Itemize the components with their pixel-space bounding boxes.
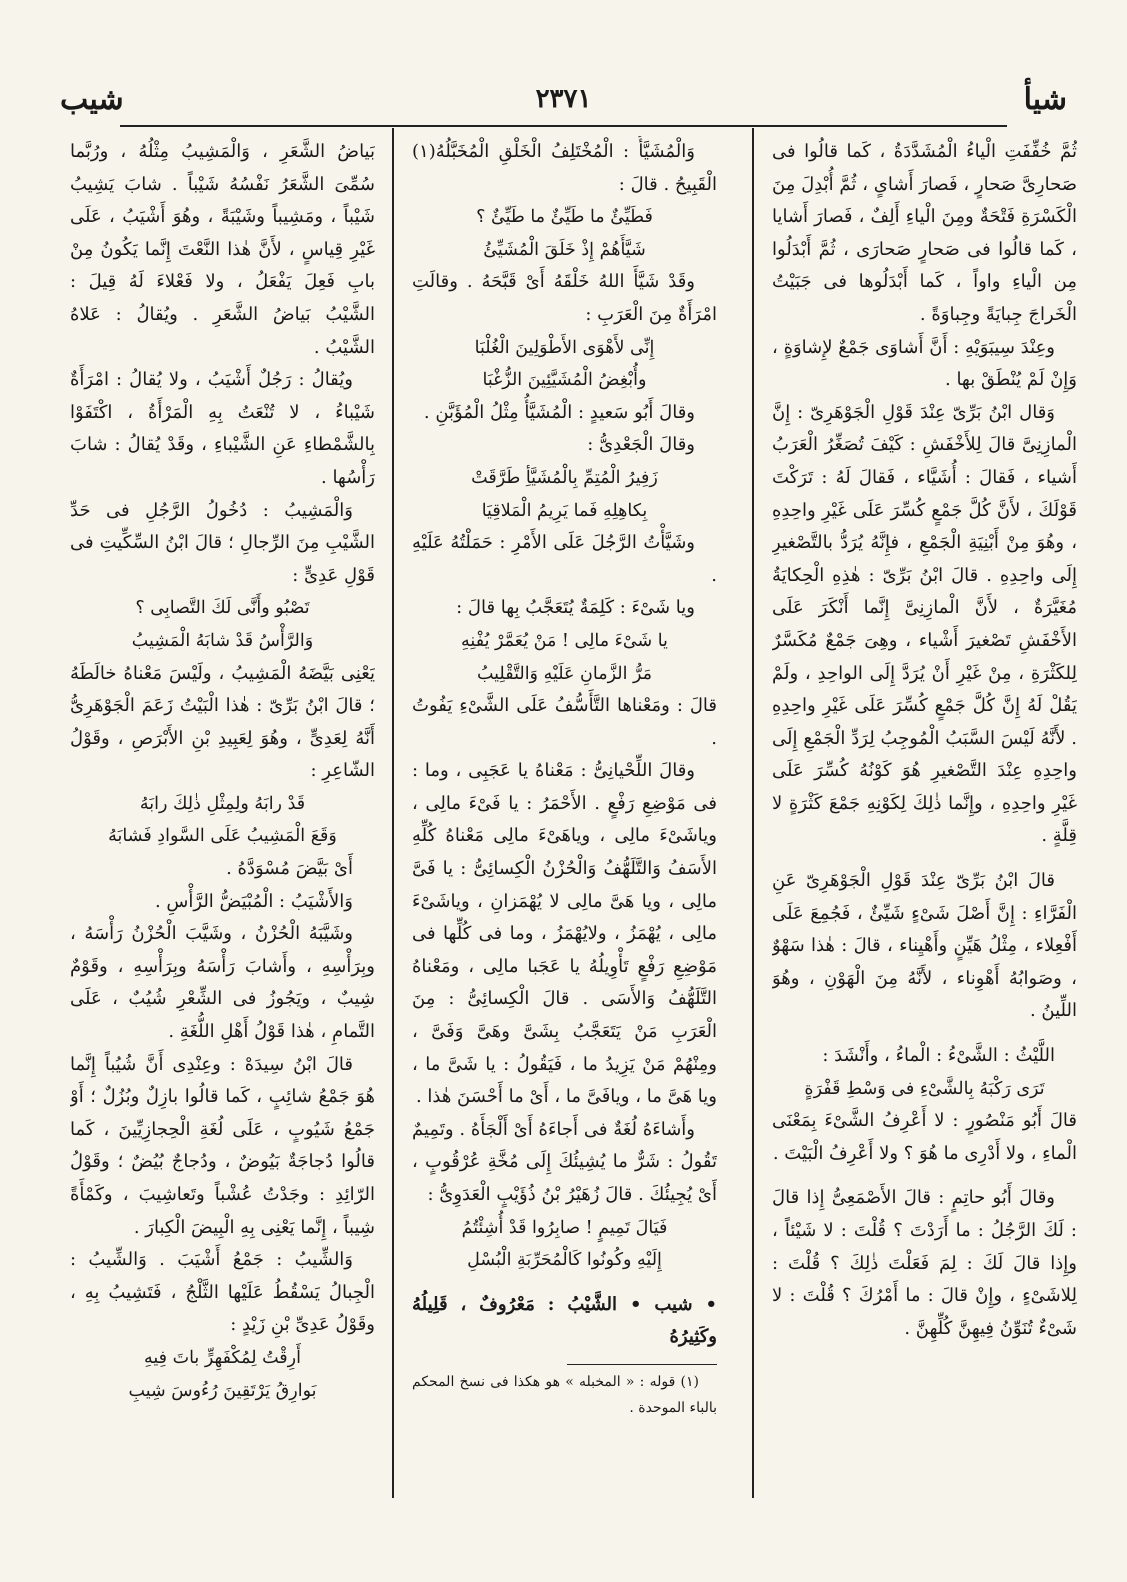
column-right xyxy=(772,136,1077,1496)
poetry-verse: يا شَىْءَ مالِى ! مَنْ يُعَمَّرْ يُفْنِهِ xyxy=(461,630,668,651)
poetry-verse: بَوارِقُ يَرْتَقِينَ رُءُوسَ شِيبِ xyxy=(128,1380,317,1401)
page-header xyxy=(60,82,1067,122)
paragraph-gap xyxy=(412,1277,717,1289)
text-paragraph: يَعْنِى بَيَّضَهُ الْمَشِيبُ ، ولَيْسَ مَعْناهُ خالَطَهُ ؛ قالَ ابْنُ بَرِّىّ : هٰذا الْبَيْتُ زَعَمَ الْجَوْهَرِىُّ أَنَّهُ لِعَدِىٍّ ، وهُوَ لِعَبِيدِ بْنِ الأَبْرَصِ ، وقَوْلُ الشّاعِرِ : xyxy=(70,662,375,782)
text-paragraph: ويُقالُ : رَجُلٌ أَشْيَبُ ، ولا يُقالُ : امْرَأَةٌ شَيْباءُ ، لا تُنْعَتُ بِهِ الْمَرْأَةُ ، اكْتَفَوْا بِالشَّمْطاءِ عَنِ الشَّيْباءِ ، وقَدْ يُقالُ : شابَ رَأْسُها . xyxy=(70,369,375,488)
text-paragraph: وَالْمَشِيبُ : دُخُولُ الرَّجُلِ فى حَدِّ الشَّيْبِ مِنَ الرِّجالِ ؛ قالَ ابْنُ السِّكِّيتِ فى قَوْلِ عَدِىٍّ : xyxy=(70,499,375,586)
text-paragraph: وشَيَّأْتُ الرَّجُلَ عَلَى الأَمْرِ : حَمَلْتُهُ عَلَيْهِ . xyxy=(412,532,717,586)
page-number: ٢٣٧١ xyxy=(535,84,592,114)
poetry-verse: وَقَعَ الْمَشِيبُ عَلَى السَّوادِ فَشابَهُ xyxy=(108,826,337,847)
text-paragraph: اللَّيْثُ : الشَّىْءُ : الْماءُ ، وأَنْشَدَ : xyxy=(822,1045,1055,1067)
column-divider-right xyxy=(752,128,754,1498)
text-paragraph: بَياضُ الشَّعَرِ ، وَالْمَشِيبُ مِثْلُهُ ، ورُبَّما سُمِّىَ الشَّعَرُ نَفْسُهُ شَيْباً . شابَ يَشِيبُ شَيْباً ، ومَشِيباً وشَيْبَةً ، وهُوَ أَشْيَبُ ، عَلَى غَيْرِ قِياسٍ ، لأَنَّ هٰذا النَّعْتَ إِنَّما يَكُونُ مِنْ بابِ فَعِلَ يَفْعَلُ ، ولا فَعْلاءَ لَهُ قِيلَ : الشَّيْبُ بَياضُ الشَّعَرِ . ويُقالُ : عَلاهُ الشَّيْبُ . xyxy=(70,141,375,358)
poetry-verse: زَفِيرُ الْمُتِمِّ بِالْمُشَيَّأِ طَرَّقَتْ xyxy=(471,467,658,488)
poetry-verse: فَطَيِّئٌ ما طَيِّئٌ ما طَيِّئٌ ؟ xyxy=(476,207,653,228)
poetry-verse: تَصْبُو وأَنَّى لَكَ التَّصابِى ؟ xyxy=(135,598,310,619)
poetry-verse: تَرَى رَكْبَهُ بِالشَّىْءِ فى وَسْطِ قَفْرَةٍ xyxy=(804,1078,1045,1099)
poetry-verse: إِنِّى لأَهْوَى الأَطْوَلِينَ الْغُلْبَا xyxy=(474,337,655,358)
text-paragraph: وَالأَشْيَبُ : الْمُبْيَضُّ الرَّأْسِ . xyxy=(154,890,353,912)
text-paragraph: قالَ : ومَعْناها التَّأَسُّفُ عَلَى الشَّىْءِ يَفُوتُ . xyxy=(412,695,717,749)
text-paragraph: أَىْ بَيَّضَ مُسْوَدَّهُ . xyxy=(226,858,353,880)
paragraph-gap xyxy=(772,853,1077,865)
text-paragraph: وَالشِّيبُ : جَمْعُ أَشْيَبَ . وَالشِّيبُ : الْجِبالُ يَسْقُطُ عَلَيْها الثَّلْجُ ، فَتَشِيبُ بِهِ ، وقَوْلُ عَدِىِّ بْنِ زَيْدٍ : xyxy=(70,1249,375,1336)
text-paragraph: وأَشاءَهُ لُغَةٌ فى أَجاءَهُ أَىْ أَلْجَأَهُ . وتَمِيمٌ تَقُولُ : شَرٌّ ما يُشِيئُكَ إِلَى مُخَّةِ عُرْقُوبٍ ، أَىْ يُجِيئُكَ . قالَ زُهَيْرُ بْنُ ذُؤَيْبٍ الْعَدَوِىُّ : xyxy=(412,1118,717,1205)
text-paragraph: وقَدْ شَيَّأَ اللهُ خَلْقَهُ أَىْ قَبَّحَهُ . وقالَتِ امْرَأَةٌ مِنَ الْعَرَبِ : xyxy=(412,271,717,325)
poetry-verse: بِكاهِلِهِ فَما يَرِيمُ الْمَلاقِيَا xyxy=(481,500,648,521)
header-entry-start: شيأ xyxy=(1023,82,1067,117)
text-paragraph: قالَ ابْنُ سِيدَهْ : وعِنْدِى أَنَّ شُيُباً إِنَّما هُوَ جَمْعُ شائِبٍ ، كَما قالُوا بازِلٌ وبُزُلٌ ؛ أَوْ جَمْعُ شَيُوبٍ ، عَلَى لُغَةِ الْحِجازِيِّينَ ، كَما قالُوا دُجاجَةٌ بَيُوضٌ ، ودُجاجٌ بُيُضٌ ؛ وقَوْلُ الرّائِدِ : وجَدْتُ عُشْباً وتَعاشِيبَ ، وكَمْأَةً شِيباً ، إِنَّما يَعْنِى بِهِ الْبِيضَ الْكِبارَ . xyxy=(70,1053,375,1238)
column-divider-left xyxy=(392,128,394,1498)
text-paragraph: ثُمَّ خُفِّفَتِ الْياءُ الْمُشَدَّدَةُ ، كَما قالُوا فى صَحارِىَّ صَحارٍ ، فَصارَ أَشاىٍ ، ثُمَّ أُبْدِلَ مِنَ الْكَسْرَةِ فَتْحَةٌ ومِنَ الْياءِ أَلِفٌ ، فَصارَ أَشايا ، كَما قالُوا فى صَحارٍ صَحارَى ، ثُمَّ أَبْدَلُوا مِن الْياءِ واواً ، كَما أَبْدَلُوها فى جَبَيْتُ الْخَراجَ جِبايَةً وجِباوَةً . xyxy=(772,141,1077,325)
poetry-verse: قَدْ رابَهُ ولِمِثْلِ ذٰلِكَ رابَهُ xyxy=(139,793,306,814)
paragraph-gap xyxy=(772,1170,1077,1182)
text-paragraph: ويا شَىْءَ : كَلِمَةٌ يُتَعَجَّبُ بِها قالَ : xyxy=(456,597,695,619)
text-paragraph: وَقال ابْنُ بَرِّىّ عِنْدَ قَوْلِ الْجَوْهَرِىّ : إِنَّ الْمازِنِىَّ قالَ لِلأَخْفَشِ : كَيْفَ تُصَغِّرُ الْعَرَبُ أَشياء ، فَقالَ : أُشَيَّاء ، فَقالَ لَهُ : تَرَكْتَ قَوْلَكَ ، لأَنَّ كُلَّ جَمْعٍ كُسِّرَ عَلَى غَيْرِ واحِدِهِ ، وهُوَ مِنْ أَبْنِيَةِ الْجَمْعِ ، فإِنَّهُ يُرَدُّ بالتَّصْغيرِ إِلَى واحِدِهِ . قالَ ابْنُ بَرِّىّ : هٰذِهِ الْحِكايَةُ مُغَيَّرَةٌ ، لأَنَّ الْمازِنِىَّ إِنَّما أَنْكَرَ عَلَى الأَخْفَشِ تَصْغيرَ أَشْياء ، وهِىَ جَمْعٌ مُكَسَّرٌ لِلكَثْرَةِ ، مِنْ غَيْرِ أَنْ يُرَدَّ إِلَى الواحِدِ ، ولَمْ يَقُلْ لَهُ إِنَّ كُلَّ جَمْعٍ كُسِّرَ عَلَى غَيْرِ واحِدِهِ . لأَنَّهُ لَيْسَ السَّبَبُ الْمُوجِبُ لِرَدِّ الْجَمْعِ إِلَى واحِدِهِ عِنْدَ التَّصْغيرِ هُوَ كَوْنُهُ كُسِّرَ عَلَى غَيْرِ واحِدِهِ ، وإِنَّما ذٰلِكَ لِكَوْنِهِ جَمْعَ كَثْرَةٍ لا قِلَّةٍ . xyxy=(772,401,1077,847)
poetry-verse: وأُبْغِضُ الْمُشَيَّئِينَ الزُّغْبَا xyxy=(482,370,647,391)
column-middle xyxy=(412,136,717,1496)
header-rule xyxy=(120,125,1007,127)
paragraph-gap xyxy=(772,1028,1077,1040)
poetry-verse: وَالرَّأْسُ قَدْ شابَهُ الْمَشِيبُ xyxy=(131,630,314,651)
text-paragraph: وقالَ الْجَعْدِىُّ : xyxy=(587,434,695,456)
poetry-verse: فَيَالَ تَمِيمٍ ! صابِرُوا قَدْ أُشِئْتُمُ xyxy=(461,1217,668,1238)
text-paragraph: وقالَ أَبُو حاتِمٍ : قالَ الأَصْمَعِىُّ إِذا قالَ : لَكَ الرَّجُلُ : ما أَرَدْتَ ؟ قُلْتَ : لا شَيْئاً ، وإِذا قالَ لَكَ : لِمَ فَعَلْتَ ذٰلِكَ ؟ قُلْتَ : لِلاشَىْءٍ ، وإِنْ قالَ : ما أَمْرُكَ ؟ قُلْتَ : لا شَىْءٌ تُنَوِّنُ فِيهِنَّ كُلِّهِنَّ . xyxy=(772,1187,1077,1339)
poetry-verse: شَيَّأَهُمْ إِذْ خَلَقَ الْمُشَيِّئُ xyxy=(483,239,646,260)
text-paragraph: وَالْمُشَيَّأُ : الْمُخْتَلِفُ الْخَلْقِ الْمُخَبَّلُهُ(١) الْقَبِيحُ . قالَ : xyxy=(412,141,717,195)
text-paragraph: قالَ أَبُو مَنْصُورٍ : لا أَعْرِفُ الشَّىْءَ بِمَعْنَى الْماءِ ، ولا أَدْرِى ما هُوَ ؟ ولا أَعْرِفُ الْبَيْتَ . xyxy=(772,1110,1077,1164)
poetry-verse: مَرُّ الزَّمانِ عَلَيْهِ وَالتَّقْلِيبُ xyxy=(476,663,653,684)
text-paragraph: وشَيَّبَهُ الْحُزْنُ ، وشَيَّبَ الْحُزْنُ رَأْسَهُ ، وبِرَأْسِهِ ، وأَشابَ رَأْسَهُ وبِرَأْسِهِ ، وقَوْمٌ شِيبٌ ، ويَجُوزُ فى الشِّعْرِ شُيُبٌ ، عَلَى التَّمامِ ، هٰذا قَوْلُ أَهْلِ اللُّغَةِ . xyxy=(70,923,375,1043)
column-left xyxy=(70,136,375,1496)
footnote: (١) قوله : « المخبله » هو هكذا فى نسخ المحكم بالباء الموحدة . xyxy=(412,1373,717,1416)
text-paragraph: وعِنْدَ سِيبَوَيْهِ : أَنَّ أَشاوَى جَمْعٌ لإِشاوَةٍ ، وَإِنْ لَمْ يُنْطَقْ بها . xyxy=(772,336,1077,391)
poetry-verse: أَرِقْتُ لِمُكْفَهِرٍّ باتَ فِيهِ xyxy=(144,1347,301,1368)
text-paragraph: وقالَ اللِّحْيانِىُّ : مَعْناهُ يا عَجَبِى ، وما : فى مَوْضِعِ رَفْعٍ . الأَحْمَرُ : يا فَىْءَ مالِى ، وياشَىْءَ مالِى ، وياهَىْءَ مالِى مَعْناهُ كُلِّهِ الأَسَفُ وَالتَّلَهُّفُ وَالْحُزْنُ الْكِسائِىُّ : يا فَىَّ مالِى ، ويا هَىَّ مالِى لا يُهْمَزانِ ، وياشَىْءَ مالِى ، يُهْمَزُ ، ولايُهْمَزُ ، وما فى كُلِّها فى مَوْضِعِ رَفْعٍ تَأْوِيلُهُ يا عَجَبا مالِى ، ومَعْناهُ التَّلَهُّفُ وَالأَسَى . قالَ الْكِسائِىُّ : مِنَ الْعَرَبِ مَنْ يَتَعَجَّبُ بِشَىَّ وهَىَّ وَفَىَّ ، ومِنْهُمْ مَنْ يَزِيدُ ما ، فَيَقُولُ : يا شَىَّ ما ، ويا هَىَّ ما ، ويافَىَّ ما ، أَىْ ما أَحْسَنَ هٰذا . xyxy=(412,760,717,1108)
text-paragraph: وقالَ أَبُو سَعيدٍ : الْمُشَيَّأُ مِثْلُ الْمُؤَبَّنِ . xyxy=(423,401,695,423)
poetry-verse: إِلَيْهِ وكُونُوا كَالْمُحَرِّبَةِ الْبُسْلِ xyxy=(467,1250,662,1271)
text-paragraph: قالَ ابْنُ بَرِّىّ عِنْدَ قَوْلِ الْجَوْهَرِىّ عَنِ الْفَرَّاءِ : إِنَّ أَصْلَ شَىْءٍ شَيِّئٌ ، فَجُمِعَ عَلَى أَفْعِلاء ، مِثْلُ هَيِّنٍ وأَهْيِناء ، قالَ : هٰذا سَهْوٌ ، وصَوابُهُ أَهْوِناء ، لأَنَّهُ مِنَ الْهَوْنِ ، وهُوَ اللِّينُ . xyxy=(772,870,1077,1022)
footnote-rule xyxy=(567,1364,717,1365)
header-entry-end: شيب xyxy=(60,82,124,117)
text-paragraph: • شيب • الشَّيْبُ : مَعْرُوفٌ ، قَلِيلُهُ وكَثِيرُهُ xyxy=(412,1293,717,1348)
